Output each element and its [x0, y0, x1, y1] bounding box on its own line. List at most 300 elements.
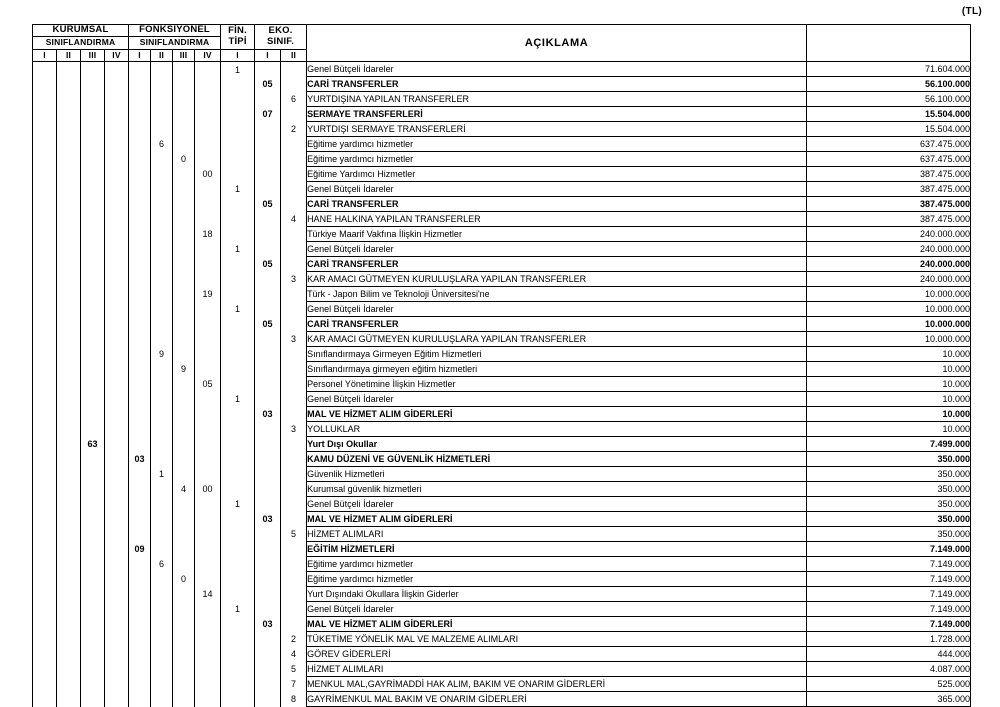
cell-f1 [129, 662, 151, 677]
cell-fin [221, 122, 255, 137]
cell-f4: 19 [195, 287, 221, 302]
cell-e1 [255, 557, 281, 572]
cell-fin [221, 542, 255, 557]
cell-f2 [151, 242, 173, 257]
cell-k3 [81, 347, 105, 362]
budget-table [32, 24, 971, 707]
cell-f1 [129, 242, 151, 257]
cell-e2 [281, 77, 307, 92]
cell-f1: 09 [129, 542, 151, 557]
header-roman-f3: III [173, 49, 195, 62]
table-row [33, 212, 971, 227]
table-row [33, 512, 971, 527]
table-row [33, 197, 971, 212]
cell-e2 [281, 572, 307, 587]
cell-f3 [173, 497, 195, 512]
cell-e2 [281, 242, 307, 257]
cell-description: YURTDIŞI SERMAYE TRANSFERLERİ [307, 122, 807, 137]
cell-amount: 365.000 [807, 692, 971, 707]
cell-k4 [105, 212, 129, 227]
cell-f3 [173, 272, 195, 287]
cell-f2 [151, 212, 173, 227]
cell-f1 [129, 287, 151, 302]
cell-e1 [255, 467, 281, 482]
cell-e2: 6 [281, 92, 307, 107]
cell-e1: 05 [255, 77, 281, 92]
cell-fin: 1 [221, 62, 255, 77]
header-amount [807, 25, 971, 62]
cell-f4 [195, 242, 221, 257]
cell-f3 [173, 467, 195, 482]
cell-e1 [255, 662, 281, 677]
cell-description: EĞİTİM HİZMETLERİ [307, 542, 807, 557]
table-row [33, 257, 971, 272]
cell-f3: 9 [173, 362, 195, 377]
table-row [33, 452, 971, 467]
cell-e2: 4 [281, 647, 307, 662]
cell-f4 [195, 62, 221, 77]
cell-k3 [81, 107, 105, 122]
cell-fin [221, 377, 255, 392]
cell-k2 [57, 437, 81, 452]
cell-e1: 05 [255, 197, 281, 212]
cell-fin: 1 [221, 602, 255, 617]
cell-amount: 15.504.000 [807, 107, 971, 122]
cell-f2 [151, 182, 173, 197]
cell-e1 [255, 92, 281, 107]
header-fonksiyonel: FONKSİYONEL [129, 25, 221, 37]
header-roman-f4: IV [195, 49, 221, 62]
cell-fin [221, 467, 255, 482]
cell-amount: 10.000.000 [807, 332, 971, 347]
cell-k1 [33, 437, 57, 452]
cell-k4 [105, 467, 129, 482]
header-roman-e1: I [255, 49, 281, 62]
cell-f4 [195, 542, 221, 557]
cell-e2 [281, 542, 307, 557]
cell-fin [221, 197, 255, 212]
cell-f2 [151, 677, 173, 692]
header-fonksiyonel-sub: SINIFLANDIRMA [129, 36, 221, 49]
cell-amount: 387.475.000 [807, 182, 971, 197]
cell-f2: 6 [151, 137, 173, 152]
cell-k2 [57, 632, 81, 647]
cell-e2: 3 [281, 272, 307, 287]
cell-fin: 1 [221, 497, 255, 512]
cell-amount: 10.000 [807, 392, 971, 407]
cell-k1 [33, 257, 57, 272]
cell-f4 [195, 692, 221, 707]
cell-amount: 56.100.000 [807, 77, 971, 92]
cell-description: Yurt Dışındaki Okullara İlişkin Giderler [307, 587, 807, 602]
cell-description: Genel Bütçeli İdareler [307, 497, 807, 512]
cell-amount: 71.604.000 [807, 62, 971, 77]
cell-f3 [173, 122, 195, 137]
cell-f3 [173, 287, 195, 302]
table-row [33, 617, 971, 632]
cell-k4 [105, 347, 129, 362]
cell-amount: 350.000 [807, 467, 971, 482]
cell-k2 [57, 227, 81, 242]
cell-f4 [195, 647, 221, 662]
cell-f1 [129, 512, 151, 527]
cell-k3 [81, 692, 105, 707]
cell-f3 [173, 587, 195, 602]
cell-amount: 240.000.000 [807, 242, 971, 257]
cell-amount: 10.000 [807, 407, 971, 422]
header-roman-e2: II [281, 49, 307, 62]
cell-e2 [281, 182, 307, 197]
cell-f2 [151, 647, 173, 662]
cell-e2 [281, 362, 307, 377]
cell-fin [221, 437, 255, 452]
cell-description: GÖREV GİDERLERİ [307, 647, 807, 662]
cell-e1: 03 [255, 617, 281, 632]
cell-e1 [255, 347, 281, 362]
cell-amount: 350.000 [807, 527, 971, 542]
cell-k2 [57, 542, 81, 557]
table-row [33, 407, 971, 422]
cell-e2 [281, 617, 307, 632]
cell-k2 [57, 107, 81, 122]
cell-f3 [173, 662, 195, 677]
cell-k1 [33, 182, 57, 197]
cell-f3 [173, 182, 195, 197]
cell-k1 [33, 272, 57, 287]
cell-f1 [129, 677, 151, 692]
cell-k2 [57, 482, 81, 497]
cell-f3 [173, 542, 195, 557]
cell-k1 [33, 317, 57, 332]
cell-e1: 05 [255, 257, 281, 272]
cell-e1 [255, 422, 281, 437]
cell-fin [221, 407, 255, 422]
cell-k4 [105, 512, 129, 527]
cell-f2 [151, 692, 173, 707]
cell-f4: 14 [195, 587, 221, 602]
cell-k4 [105, 302, 129, 317]
cell-e1 [255, 452, 281, 467]
cell-k2 [57, 137, 81, 152]
cell-k4 [105, 437, 129, 452]
cell-fin [221, 662, 255, 677]
cell-f4 [195, 572, 221, 587]
cell-k1 [33, 572, 57, 587]
cell-k2 [57, 122, 81, 137]
cell-amount: 7.149.000 [807, 542, 971, 557]
cell-k3 [81, 497, 105, 512]
cell-k1 [33, 392, 57, 407]
cell-description: Genel Bütçeli İdareler [307, 302, 807, 317]
cell-f4 [195, 452, 221, 467]
cell-f2: 9 [151, 347, 173, 362]
cell-f2 [151, 407, 173, 422]
cell-description: Genel Bütçeli İdareler [307, 62, 807, 77]
cell-f4 [195, 317, 221, 332]
cell-amount: 350.000 [807, 452, 971, 467]
cell-f2 [151, 167, 173, 182]
cell-f4 [195, 122, 221, 137]
cell-k3 [81, 377, 105, 392]
cell-e1 [255, 602, 281, 617]
cell-k3 [81, 317, 105, 332]
cell-amount: 10.000 [807, 377, 971, 392]
cell-k3 [81, 77, 105, 92]
cell-k4 [105, 527, 129, 542]
cell-f2 [151, 392, 173, 407]
cell-f2 [151, 452, 173, 467]
cell-f4 [195, 347, 221, 362]
cell-k4 [105, 647, 129, 662]
table-row [33, 107, 971, 122]
cell-e2 [281, 437, 307, 452]
cell-amount: 10.000.000 [807, 317, 971, 332]
cell-k2 [57, 692, 81, 707]
cell-k3 [81, 272, 105, 287]
cell-k2 [57, 197, 81, 212]
cell-description: YOLLUKLAR [307, 422, 807, 437]
cell-k2 [57, 152, 81, 167]
cell-f2 [151, 272, 173, 287]
cell-k3 [81, 602, 105, 617]
cell-k1 [33, 287, 57, 302]
cell-k4 [105, 557, 129, 572]
cell-k2 [57, 347, 81, 362]
cell-e1: 03 [255, 407, 281, 422]
cell-amount: 7.149.000 [807, 602, 971, 617]
cell-f2 [151, 92, 173, 107]
cell-k3 [81, 152, 105, 167]
table-body [33, 62, 971, 707]
cell-k4 [105, 422, 129, 437]
cell-f2 [151, 77, 173, 92]
cell-k4 [105, 677, 129, 692]
cell-k2 [57, 332, 81, 347]
cell-e1 [255, 242, 281, 257]
cell-k2 [57, 257, 81, 272]
header-eko-line2: SINIF. [267, 35, 295, 47]
cell-fin [221, 317, 255, 332]
cell-k2 [57, 242, 81, 257]
cell-e2 [281, 62, 307, 77]
cell-description: KAMU DÜZENİ VE GÜVENLİK HİZMETLERİ [307, 452, 807, 467]
cell-amount: 7.149.000 [807, 557, 971, 572]
cell-k3 [81, 467, 105, 482]
cell-k4 [105, 407, 129, 422]
cell-f4 [195, 497, 221, 512]
cell-f1: 03 [129, 452, 151, 467]
cell-f2 [151, 617, 173, 632]
cell-f4 [195, 392, 221, 407]
table-row [33, 317, 971, 332]
cell-e1 [255, 227, 281, 242]
cell-k1 [33, 662, 57, 677]
cell-k3 [81, 632, 105, 647]
cell-f1 [129, 227, 151, 242]
cell-k3 [81, 647, 105, 662]
cell-description: Güvenlik Hizmetleri [307, 467, 807, 482]
cell-k3 [81, 557, 105, 572]
cell-f3 [173, 647, 195, 662]
header-roman-f2: II [151, 49, 173, 62]
table-row [33, 527, 971, 542]
cell-description: Sınıflandırmaya Girmeyen Eğitim Hizmetleri [307, 347, 807, 362]
table-row [33, 677, 971, 692]
table-row [33, 302, 971, 317]
cell-f2 [151, 257, 173, 272]
header-roman-k1: I [33, 49, 57, 62]
cell-k2 [57, 497, 81, 512]
cell-fin [221, 212, 255, 227]
cell-description: KAR AMACI GÜTMEYEN KURULUŞLARA YAPILAN TRANSFERLER [307, 332, 807, 347]
header-fin-tipi-line1: FİN. [228, 24, 247, 36]
cell-k2 [57, 452, 81, 467]
cell-k1 [33, 302, 57, 317]
cell-k4 [105, 632, 129, 647]
table-row [33, 602, 971, 617]
cell-e2 [281, 197, 307, 212]
cell-e2 [281, 287, 307, 302]
cell-k3 [81, 62, 105, 77]
cell-f1 [129, 362, 151, 377]
header-roman-k3: III [81, 49, 105, 62]
cell-e2 [281, 302, 307, 317]
cell-f3 [173, 227, 195, 242]
cell-k4 [105, 242, 129, 257]
cell-k4 [105, 92, 129, 107]
cell-k1 [33, 587, 57, 602]
cell-f2 [151, 437, 173, 452]
cell-f3 [173, 92, 195, 107]
cell-f1 [129, 467, 151, 482]
cell-k1 [33, 242, 57, 257]
cell-k1 [33, 677, 57, 692]
cell-f3 [173, 167, 195, 182]
cell-amount: 7.499.000 [807, 437, 971, 452]
cell-description: Yurt Dışı Okullar [307, 437, 807, 452]
table-row [33, 122, 971, 137]
cell-e2 [281, 347, 307, 362]
cell-k1 [33, 167, 57, 182]
cell-e2: 2 [281, 122, 307, 137]
cell-k2 [57, 377, 81, 392]
cell-f3 [173, 137, 195, 152]
cell-f4 [195, 257, 221, 272]
cell-e2 [281, 227, 307, 242]
cell-f1 [129, 407, 151, 422]
cell-k1 [33, 452, 57, 467]
cell-k1 [33, 407, 57, 422]
cell-f4 [195, 662, 221, 677]
cell-e1 [255, 392, 281, 407]
cell-f2: 1 [151, 467, 173, 482]
cell-k2 [57, 572, 81, 587]
cell-description: MAL VE HİZMET ALIM GİDERLERİ [307, 407, 807, 422]
cell-f1 [129, 137, 151, 152]
cell-amount: 444.000 [807, 647, 971, 662]
cell-amount: 240.000.000 [807, 257, 971, 272]
cell-amount: 10.000 [807, 347, 971, 362]
table-row [33, 167, 971, 182]
cell-k1 [33, 152, 57, 167]
cell-f2 [151, 482, 173, 497]
cell-amount: 7.149.000 [807, 617, 971, 632]
cell-k1 [33, 512, 57, 527]
cell-e2: 3 [281, 332, 307, 347]
cell-k3 [81, 512, 105, 527]
cell-f4 [195, 152, 221, 167]
table-row [33, 242, 971, 257]
cell-e2 [281, 512, 307, 527]
cell-f4 [195, 602, 221, 617]
cell-f3 [173, 557, 195, 572]
cell-f2 [151, 122, 173, 137]
table-row [33, 347, 971, 362]
cell-fin [221, 332, 255, 347]
cell-e2 [281, 317, 307, 332]
cell-f4: 00 [195, 167, 221, 182]
table-row [33, 647, 971, 662]
cell-f1 [129, 182, 151, 197]
cell-k4 [105, 272, 129, 287]
cell-f1 [129, 437, 151, 452]
cell-k4 [105, 452, 129, 467]
cell-k3 [81, 167, 105, 182]
cell-f3 [173, 77, 195, 92]
cell-f3 [173, 212, 195, 227]
cell-f2 [151, 197, 173, 212]
cell-f4 [195, 77, 221, 92]
cell-e1 [255, 302, 281, 317]
header-fin-tipi-line2: TİPİ [228, 35, 247, 47]
cell-amount: 15.504.000 [807, 122, 971, 137]
cell-k1 [33, 227, 57, 242]
cell-e1 [255, 122, 281, 137]
cell-f1 [129, 377, 151, 392]
header-roman-k2: II [57, 49, 81, 62]
cell-f4 [195, 332, 221, 347]
cell-e1 [255, 362, 281, 377]
cell-e2: 4 [281, 212, 307, 227]
cell-k4 [105, 197, 129, 212]
cell-k3 [81, 452, 105, 467]
cell-f2 [151, 497, 173, 512]
cell-amount: 4.087.000 [807, 662, 971, 677]
cell-fin [221, 692, 255, 707]
cell-k1 [33, 347, 57, 362]
cell-e2 [281, 587, 307, 602]
cell-f1 [129, 497, 151, 512]
cell-e1 [255, 632, 281, 647]
table-row [33, 467, 971, 482]
table-row [33, 632, 971, 647]
table-row [33, 377, 971, 392]
cell-k3 [81, 257, 105, 272]
table-row [33, 557, 971, 572]
cell-k2 [57, 512, 81, 527]
cell-k3 [81, 137, 105, 152]
cell-f1 [129, 557, 151, 572]
cell-f1 [129, 92, 151, 107]
cell-k2 [57, 662, 81, 677]
cell-k3 [81, 182, 105, 197]
cell-k4 [105, 122, 129, 137]
cell-f4 [195, 512, 221, 527]
cell-e2 [281, 257, 307, 272]
cell-k1 [33, 617, 57, 632]
cell-amount: 240.000.000 [807, 272, 971, 287]
cell-e1 [255, 152, 281, 167]
